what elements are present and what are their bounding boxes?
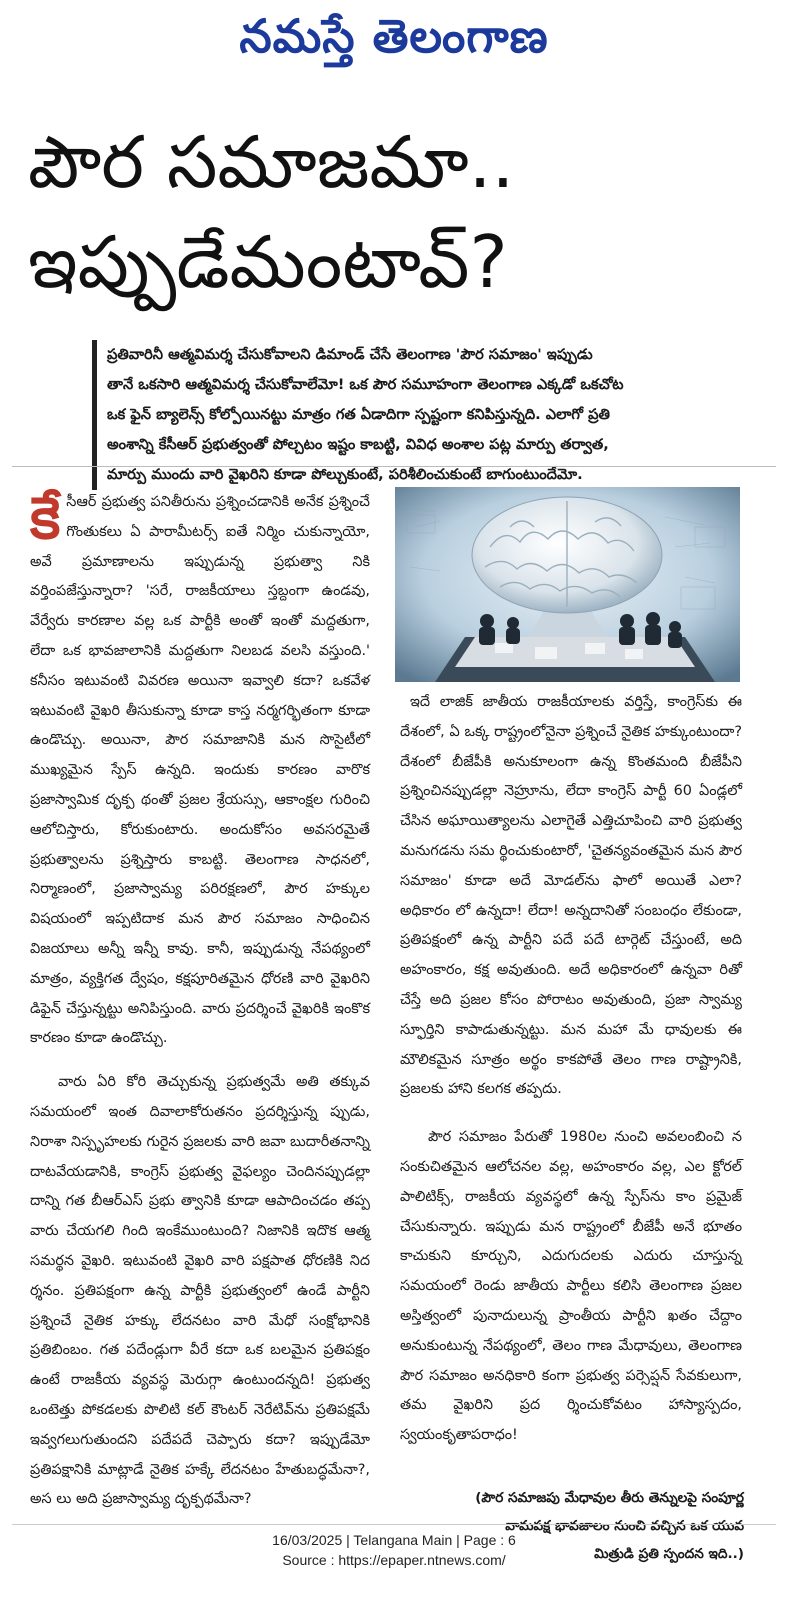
lead-line: ప్రతివారినీ ఆత్మవిమర్శ చేసుకోవాలని డిమాండ్ చేసే తెలంగాణ 'పౌర సమాజం' ఇప్పుడు (107, 346, 593, 363)
footer-divider (12, 1524, 776, 1525)
dropcap: కే (30, 484, 61, 552)
right-paragraph-2: పౌర సమాజం పేరుతో 1980ల నుంచి అవలంబించి న సంకుచితమైన ఆలోచనల వల్ల, అహంకారం వల్ల, ఎల క్టోరల్ పాలిటిక్స్, రాజకీయ వ్యవస్థలో ఉన్న స్పేస్‌ను కాం ప్రమైజ్ చేసుకున్నారు. ఇప్పుడు మన రాష్ట్రంలో బీజేపీ అనే భూతం కాచుకుని కూర్చుని, ఎదుగుదలకు ఎదురు చూస్తున్న సమయంలో రెండు జాతీయ పార్టీలు కలిసి తెలంగాణ ప్రజల అస్తిత్వంలో పునాదులున్న ప్రాంతీయ పార్టీని ఖతం చేద్దాం అనుకుంటున్న నేపథ్యంలో, తెలం గాణ మేధావులు, తెలంగాణ పౌర సమాజం అనధికారి కంగా ప్రభుత్వ పర్సెప్షన్ సేవకులుగా, తమ వైఖరిని ప్రద ర్శించుకోవటం హాస్యాస్పదం, స్వయంకృతాపరాధం! (400, 1129, 742, 1444)
right-paragraph-1: ఇదే లాజిక్ జాతీయ రాజకీయాలకు వర్తిస్తే, కాంగ్రెస్‌కు ఈ దేశంలో, ఏ ఒక్క రాష్ట్రంలోనైనా ప్రశ్నించే నైతిక హక్కుంటుందా? దేశంలో బీజేపీకి అనుకూలంగా ఉన్న కొంతమంది బీజేపీని ప్రశ్నించినప్పుడల్లా నెహ్రూను, లేదా కాంగ్రెస్ పార్టీ 60 ఏండ్లలో చేసిన అఘాయిత్యాలను ఎలాగైతే ఎత్తిచూపించి వారి ప్రభుత్వ మనుగడను సమ ర్థించుకుంటారో, 'చైతన్యవంతమైన మన పౌర సమాజం' కూడా అదే మోడల్‌ను ఫాలో అయితే ఎలా? అధికారం లో ఉన్నదా! లేదా! అన్నదానితో సంబంధం లేకుండా, ప్రతిపక్షంలో ఉన్న పార్టీని పదే పదే టార్గెట్ చేస్తుంటే, అది అహంకారం, కక్ష అవుతుంది. అదే అధికారంలో ఉన్నవా రితో చేస్తే అది ప్రజల కోసం పోరాటం అవుతుంది, ప్రజా స్వామ్య స్ఫూర్తిని కాపాడుతున్నట్టు. మన మహా మే ధావులకు ఈ మౌలికమైన సూత్రం అర్థం కాకపోతే తెలం గాణ రాష్ట్రానికి, ప్రజలకు హాని కలగక తప్పదు. (400, 694, 742, 1098)
footer-source: Source : https://epaper.ntnews.com/ (282, 1552, 506, 1568)
left-column (30, 484, 370, 1515)
brain-illustration (395, 487, 740, 682)
headline-line-2: ఇప్పుడేమంటావ్? (28, 220, 508, 304)
lead-divider (12, 466, 776, 467)
right-column (400, 688, 742, 1451)
headline-line-1: పౌర సమాజమా.. (28, 120, 515, 204)
lead-line: మార్పు ముందు వారి వైఖరిని కూడా పోల్చుకుంటే, పరిశీలించుకుంటే బాగుంటుందేమో. (107, 466, 583, 483)
left-paragraph-1 (30, 484, 370, 1054)
lead-line: తానే ఒకసారి ఆత్మవిమర్శ చేసుకోవాలేమో! ఒక పౌర సమూహంగా తెలంగాణ ఎక్కడో ఒకచోట (107, 376, 624, 393)
headline (28, 112, 768, 312)
author-footnote: (పౌర సమాజపు మేధావుల తీరు తెన్నులపై సంపూర్ణ వామపక్ష భావజాలం నుంచి వచ్చిన ఒక యువ మిత్రుడి ప్రతి స్పందన ఇది..) (475, 1490, 744, 1562)
lead-line: ఒక ఫైన్ బ్యాలెన్స్ కోల్పోయినట్టు మాత్రం గత ఏడాదిగా స్పష్టంగా కనిపిస్తున్నది. ఎలాగో ప్రతి (107, 406, 610, 423)
left-paragraph-1-text: సీఆర్ ప్రభుత్వ పనితీరును ప్రశ్నించడానికి అనేక ప్రశ్నించే గొంతుకలు ఏ పారామీటర్స్ ఐతే నిర్మిం చుకున్నాయో, అవే ప్రమాణాలను ఇప్పుడున్న ప్రభుత్వా నికి వర్తింపజేస్తున్నారా? 'సరే, రాజకీయాలు స్తబ్దంగా ఉండవు, వేర్వేరు కారణాల వల్ల ఒక పార్టీకి అంతో ఇంతో మద్దతుగా, లేదా ఒక భావజాలానికి మద్దతుగా నిలబడ వలసి వస్తుంది.' కనీసం ఇటువంటి వివరణ అయినా ఇవ్వాలి కదా? ఒకవేళ ఇటువంటి వైఖరి తీసుకున్నా కూడా కాస్త నర్మగర్భితంగా కూడా ఉండొచ్చు. అయినా, పౌర సమాజానికి మన సొసైటీలో ముఖ్యమైన స్పేస్ ఉన్నది. ఇందుకు కారణం వారొక ప్రజాస్వామిక దృక్ప థంతో ప్రజల శ్రేయస్సు, ఆకాంక్షల గురించి ఆలోచిస్తారు, కోరుకుంటారు. అందుకోసం అవసరమైతే ప్రభుత్వాలను ప్రశ్నిస్తారు కాబట్టి. తెలంగాణ సాధనలో, నిర్మాణంలో, ప్రజాస్వామ్య పరిరక్షణలో, పౌర హక్కుల విషయంలో ఇప్పటిదాక మన పౌర సమాజం సాధించిన విజయాలు అన్నీ ఇన్నీ కావు. కానీ, ఇప్పుడున్న నేపథ్యంలో మాత్రం, వ్యక్తిగత ద్వేషం, కక్షపూరితమైన ధోరణి వారి వైఖరిని డిఫైన్ చేస్తున్నట్టు అనిపిస్తుంది. వారు ప్రదర్శించే వైఖరికి ఇంకొక కారణం కూడా ఉండొచ్చు. (30, 494, 370, 1047)
left-paragraph-2: వారు ఏరి కోరి తెచ్చుకున్న ప్రభుత్వమే అతి తక్కువ సమయంలో ఇంత దివాలాకోరుతనం ప్రదర్శిస్తున్న ప్పుడు, నిరాశా నిస్పృహలకు గురైన ప్రజలకు వారి జవా బుదారీతనాన్ని దాటవేయడానికి, కాంగ్రెస్ ప్రభుత్వ వైఫల్యం చెందినప్పుడల్లా దాన్ని గత బీఆర్ఎస్ ప్రభు త్వానికి కూడా ఆపాదించడం తప్ప వారు చేయగలి గింది ఇంకేముంటుంది? నిజానికి ఇదొక ఆత్మ సమర్థన వైఖరి. ఇటువంటి వైఖరి వారి పక్షపాత ధోరణికి నిద ర్శనం. ప్రతిపక్షంగా ఉన్న పార్టీకి ప్రభుత్వంలో ఉండే పార్టీని ప్రశ్నించే నైతిక హక్కు లేదనటం వారి మేధో సంక్షోభానికి ప్రతిబింబం. గత పదేండ్లుగా వీరే కదా ఒక బలమైన ప్రతిపక్షం ఉంటే రాజకీయ వ్యవస్థ మెరుగ్గా ఉంటుందన్నది! ప్రభుత్వ ఒంటెత్తు పోకడలకు పొలిటి కల్ కౌంటర్ నెరేటివ్‌ను ప్రతిపక్షమే ఇవ్వగలుగుతుందని పదేపదే చెప్పారు కదా? ఇప్పుడేమో ప్రతిపక్షానికి మాట్లాడే నైతిక హక్కే లేదనటం హేతుబద్ధమేనా?, అస లు అది ప్రజాస్వామ్య దృక్పథమేనా? (30, 1074, 370, 1508)
footer-date-edition: 16/03/2025 | Telangana Main | Page : 6 (272, 1532, 516, 1548)
lead-paragraph (92, 340, 731, 490)
lead-line: అంశాన్ని కేసీఆర్ ప్రభుత్వంతో పోల్చటం ఇష్టం కాబట్టి, వివిధ అంశాల పట్ల మార్పు తర్వాత, (107, 436, 609, 453)
masthead: నమస్తే తెలంగాణ (239, 9, 549, 63)
